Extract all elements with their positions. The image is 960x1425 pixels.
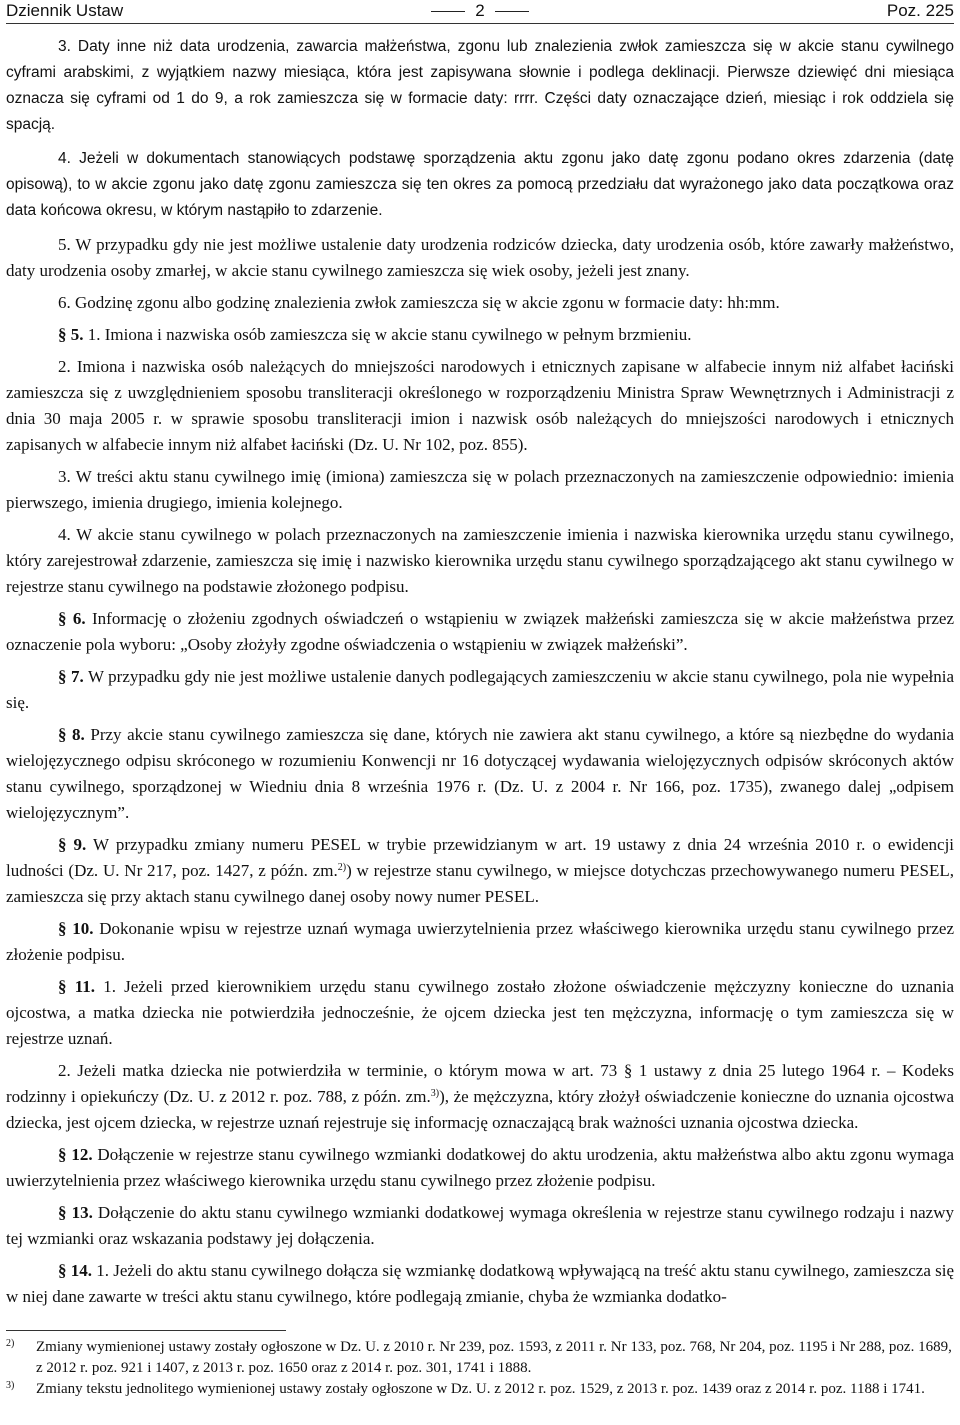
page-number-block [6, 1, 954, 21]
section-10 [6, 916, 954, 968]
section-14-point-1 [6, 1258, 954, 1310]
paragraph-6: 6. Godzinę zgonu albo godzinę znalezienia zwłok zamieszcza się w akcie zgonu w formacie daty: hh:mm. [58, 293, 780, 312]
section-number: § 14. [58, 1261, 93, 1280]
section-text: W przypadku gdy nie jest możliwe ustalenie danych podlegających zamieszczeniu w akcie stanu cywilnego, pola nie wypełnia się. [6, 667, 954, 712]
section-text: Przy akcie stanu cywilnego zamieszcza się dane, których nie zawiera akt stanu cywilnego, a które są niezbędne do wydania wielojęzycznego odpisu skróconego w rozumieniu Konwencji nr 16 dotyczącej wydawania wielojęzycznych odpisów skróconych aktów stanu cywilnego, sporządzonej w Wiedniu dnia 8 września 1976 r. (Dz. U. z 2004 r. Nr 166, poz. 1735), zwanego dalej „odpisem wielojęzycznym”. [6, 725, 955, 822]
section-number: § 12. [58, 1145, 93, 1164]
footnote-mark: 3) [6, 1380, 15, 1391]
footnote-rule [6, 1330, 286, 1331]
section-8 [6, 722, 954, 826]
section-text-cont: ), że mężczyzna, który złożył oświadczenie konieczne do uznania ojcostwa dziecka, jest ojcem dziecka, w rejestrze uznań rejestruje się informację oznaczającą brak ważności uznania ojcostwa dziecka. [6, 1087, 954, 1132]
section-12 [6, 1142, 954, 1194]
section-text-cont: ) w rejestrze stanu cywilnego, w miejsce dotychczas przechowywanego numeru PESEL, zamieszcza się przy aktach stanu cywilnego danej osoby nowy numer PESEL. [6, 861, 955, 906]
journal-title: Dziennik Ustaw [6, 1, 124, 20]
footnote-2 [6, 1337, 954, 1379]
section-5-point-3: 3. W treści aktu stanu cywilnego imię (imiona) zamieszcza się w polach przeznaczonych na zamieszczenie odpowiednio: imienia pierwszego, imienia drugiego, imienia kolejnego. [6, 467, 954, 512]
section-5-point-2: 2. Imiona i nazwiska osób należących do mniejszości narodowych i etnicznych zapisane w alfabecie innym niż alfabet łaciński zamieszcza się z uwzględnieniem sposobu transliteracji określonego w rozporządzeniu Ministra Spraw Wewnętrznych i Administracji z dnia 30 maja 2005 r. w sprawie sposobu transliteracji imion i nazwisk osób należących do mniejszości narodowych i etnicznych zapisanych w alfabecie innym niż alfabet łaciński (Dz. U. Nr 102, poz. 855). [6, 357, 954, 454]
section-number: § 5. [58, 325, 84, 344]
section-11-point-2 [6, 1058, 954, 1136]
section-text: 1. Jeżeli do aktu stanu cywilnego dołącza się wzmiankę dodatkową wpływającą na treść aktu stanu cywilnego, zamieszcza się w niej dane zawarte w treści aktu stanu cywilnego, które podlegają zmianie, chyba że wzmianka dodatko- [6, 1261, 955, 1306]
section-number: § 10. [58, 919, 94, 938]
paragraph-4: 4. Jeżeli w dokumentach stanowiących podstawę sporządzenia aktu zgonu jako datę zgonu podano okres zdarzenia (datę opisową), to w akcie zgonu jako datę zgonu zamieszcza się ten okres za pomocą przedziału dat wyrażonego jako data początkowa oraz data końcowa okresu, w którym nastąpiło to zdarzenie. [6, 150, 954, 219]
paragraph-5: 5. W przypadku gdy nie jest możliwe ustalenie daty urodzenia rodziców dziecka, daty urodzenia osób, które zawarły małżeństwo, daty urodzenia osoby zmarłej, w akcie stanu cywilnego zamieszcza się wiek osoby, jeżeli jest znany. [6, 235, 954, 280]
section-6 [6, 606, 954, 658]
section-5-point-1 [6, 322, 954, 348]
section-text: Informację o złożeniu zgodnych oświadczeń o wstąpieniu w związek małżeński zamieszcza się w akcie małżeństwa przez oznaczenie pola wyboru: „Osoby złożyły zgodne oświadczenia o wstąpieniu w związek małżeński”. [6, 609, 955, 654]
section-text: 2. Jeżeli matka dziecka nie potwierdziła w terminie, o którym mowa w art. 73 § 1 ustawy z dnia 25 lutego 1964 r. – Kodeks rodzinny i opiekuńczy (Dz. U. z 2012 r. poz. 788, z późn. zm. [6, 1061, 954, 1106]
section-number: § 9. [58, 835, 87, 854]
section-5-point-4: 4. W akcie stanu cywilnego w polach przeznaczonych na zamieszczenie imienia i nazwiska kierownika urzędu stanu cywilnego, który zarejestrował zdarzenie, zamieszcza się imię i nazwisko kierownika urzędu stanu cywilnego sporządzającego akt stanu cywilnego w rejestrze stanu cywilnego na podstawie złożonego podpisu. [6, 525, 954, 596]
dash-right [495, 11, 529, 12]
section-number: § 7. [58, 667, 84, 686]
section-9 [6, 832, 954, 910]
footnote-ref-3: 3) [430, 1088, 440, 1099]
section-7 [6, 664, 954, 716]
footnote-text: Zmiany wymienionej ustawy zostały ogłoszone w Dz. U. z 2010 r. Nr 239, poz. 1593, z 2011 r. Nr 133, poz. 768, Nr 204, poz. 1195 i Nr 288, poz. 1689, z 2012 r. poz. 921 i 1407, z 2013 r. poz. 1650 oraz z 2014 r. poz. 301, 1741 i 1888. [36, 1339, 952, 1376]
footnote-text: Zmiany tekstu jednolitego wymienionej ustawy zostały ogłoszone w Dz. U. z 2012 r. poz. 1529, z 2013 r. poz. 1439 oraz z 2014 r. poz. 1188 i 1741. [36, 1381, 925, 1397]
section-text: W przypadku zmiany numeru PESEL w trybie przewidzianym w art. 19 ustawy z dnia 24 września 2010 r. o ewidencji ludności (Dz. U. Nr 217, poz. 1427, z późn. zm. [6, 835, 955, 880]
section-text: 1. Jeżeli przed kierownikiem urzędu stanu cywilnego zostało złożone oświadczenie mężczyzny konieczne do uznania ojcostwa, a matka dziecka nie potwierdziła jednocześnie, że ojcem dziecka jest ten mężczyzna, informację o tym zamieszcza się w rejestrze uznań. [6, 977, 954, 1048]
section-text: Dokonanie wpisu w rejestrze uznań wymaga uwierzytelnienia przez właściwego kierownika urzędu stanu cywilnego przez złożenie podpisu. [6, 919, 954, 964]
footnotes [6, 1330, 954, 1400]
footnote-ref-2: 2) [337, 862, 347, 873]
section-11-point-1 [6, 974, 954, 1052]
section-number: § 8. [58, 725, 85, 744]
section-text: Dołączenie do aktu stanu cywilnego wzmianki dodatkowej wymaga określenia w rejestrze stanu cywilnego rodzaju i nazwy tej wzmianki oraz wskazania podstawy jej dołączenia. [6, 1203, 955, 1248]
document-body [6, 34, 954, 1310]
page-number: 2 [475, 1, 485, 20]
footnote-mark: 2) [6, 1338, 15, 1349]
footnote-3 [6, 1379, 954, 1400]
section-number: § 11. [58, 977, 95, 996]
section-number: § 13. [58, 1203, 93, 1222]
paragraph-3: 3. Daty inne niż data urodzenia, zawarcia małżeństwa, zgonu lub znalezienia zwłok zamieszcza się w akcie stanu cywilnego cyframi arabskimi, z wyjątkiem nazwy miesiąca, która jest zapisywana słownie i podlega deklinacji. Pierwsze dziewięć dni miesiąca oznacza się cyframi od 1 do 9, a rok zamieszcza się w formacie daty: rrrr. Części daty oznaczające dzień, miesiąc i rok oddziela się spacją. [6, 38, 954, 133]
section-text: 1. Imiona i nazwiska osób zamieszcza się w akcie stanu cywilnego w pełnym brzmieniu. [83, 325, 692, 344]
header-rule [6, 23, 954, 24]
section-text: Dołączenie w rejestrze stanu cywilnego wzmianki dodatkowej do aktu urodzenia, aktu małżeństwa albo aktu zgonu wymaga uwierzytelnienia przez właściwego kierownika urzędu stanu cywilnego przez złożenie podpisu. [6, 1145, 954, 1190]
position-number: Poz. 225 [886, 1, 954, 20]
page-header [6, 0, 954, 26]
section-number: § 6. [58, 609, 86, 628]
section-13 [6, 1200, 954, 1252]
dash-left [431, 11, 465, 12]
